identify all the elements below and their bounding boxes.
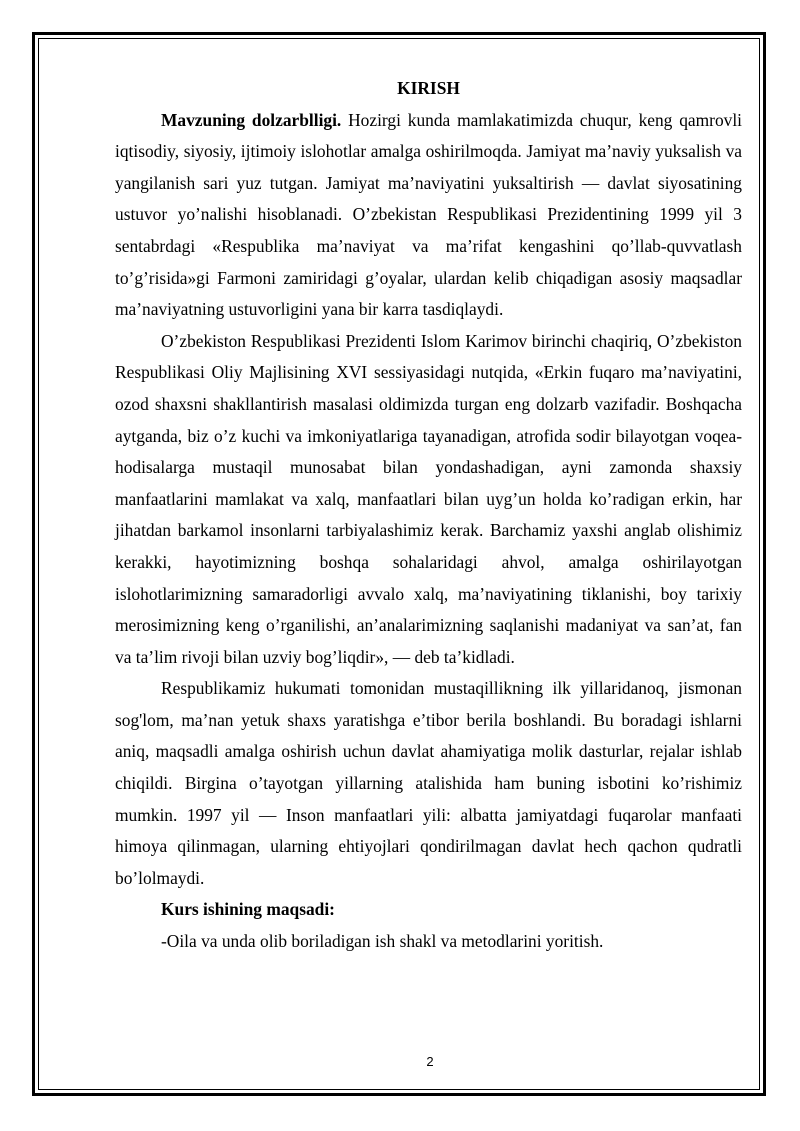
page-number: 2 — [426, 1054, 434, 1069]
document-title: KIRISH — [397, 78, 460, 98]
document-body — [115, 73, 742, 958]
paragraph-relevance — [115, 105, 742, 326]
paragraph-relevance-text: Hozirgi kunda mamlakatimizda chuqur, keng qamrovli iqtisodiy, siyosiy, ijtimoiy islohotlar amalga oshirilmoqda. Jamiyat ma’naviy yuksalish va yangilanish sari yuz tutgan. Jamiyat ma’naviyatini yuksaltirish — davlat siyosatining ustuvor yo’nalishi hisoblanadi. O’zbekistan Respublikasi Prezidentining 1999 yil 3 sentabrdagi «Respublika ma’naviyat va ma’rifat kengashini qo’llab-quvvatlash to’g’risida»gi Farmoni zamiridagi g’oyalar, ulardan kelib chiqadigan asosiy maqsadlar ma’naviyatning ustuvorligini yana bir karra tasdiqlaydi. — [115, 109, 742, 320]
paragraph-president-quote: O’zbekiston Respublikasi Prezidenti Islom Karimov birinchi chaqiriq, O’zbekiston Respublikasi Oliy Majlisining XVI sessiyasidagi nutqida, «Erkin fuqaro ma’naviyatini, ozod shaxsni shakllantirish masalasi oldimizda turgan eng dolzarb vazifadir. Boshqacha aytganda, biz o’z kuchi va imkoniyatlariga tayanadigan, atrofida sodir bilayotgan voqea-hodisalarga mustaqil munosabat bilan yondashadigan, ayni zamonda shaxsiy manfaatlarini mamlakat va xalq, manfaatlari bilan uyg’un holda ko’radigan erkin, har jihatdan barkamol insonlarni tarbiyalashimiz kerak. Barchamiz yaxshi anglab olishimiz kerakki, hayotimizning boshqa sohalaridagi ahvol, amalga oshirilayotgan islohotlarimizning samaradorligi avvalo xalq, ma’naviyatining tiklanishi, boy tarixiy merosimizning keng o’rganilishi, an’analarimizning saqlanishi madaniyat va san’at, fan va ta’lim rivoji bilan uzviy bog’liqdir», — deb ta’kidladi. — [115, 330, 742, 667]
section-heading-goal: Kurs ishining maqsadi: — [161, 899, 335, 920]
goal-item: -Oila va unda olib boriladigan ish shakl va metodlarini yoritish. — [161, 931, 604, 952]
paragraph-heading-relevance: Mavzuning dolzarblligi. — [161, 109, 342, 130]
paragraph-government: Respublikamiz hukumati tomonidan mustaqillikning ilk yillaridanoq, jismonan sog'lom, ma’nan yetuk shaxs yaratishga e’tibor berila boshlandi. Bu boradagi ishlarni aniq, maqsadli amalga oshirish uchun davlat ahamiyatiga molik dasturlar, rejalar ishlab chiqildi. Birgina o’tayotgan yillarning atalishida ham buning isbotini ko’rishimiz mumkin. 1997 yil — Inson manfaatlari yili: albatta jamiyatdagi fuqarolar manfaati himoya qilinmagan, ularning ehtiyojlari qondirilmagan davlat hech qachon qudratli bo’lolmaydi. — [115, 678, 742, 888]
